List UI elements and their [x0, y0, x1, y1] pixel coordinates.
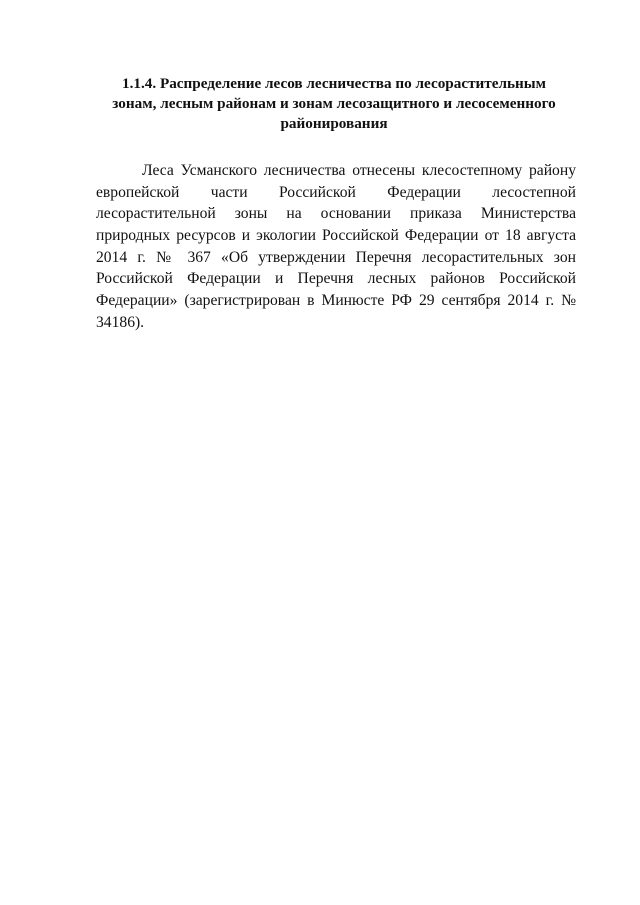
paragraph-line: Леса Усманского лесничества отнесены клесостепному району [142, 162, 576, 179]
paragraph-line: природных ресурсов и экологии Российской Федерации от 18 августа [96, 227, 576, 245]
paragraph-line: 2014 г. № 367 «Об утверждении Перечня лесорастительных зон [96, 248, 576, 266]
section-paragraph [96, 160, 576, 334]
heading-line: районирования [280, 115, 388, 132]
section-heading [96, 74, 572, 134]
paragraph-line: лесорастительной зоны на основании приказа Министерства [96, 205, 576, 223]
heading-line: зонам, лесным районам и зонам лесозащитного и лесосеменного [112, 95, 556, 112]
paragraph-line: 34186). [96, 313, 145, 331]
paragraph-line: Федерации» (зарегистрирован в Минюсте РФ 29 сентября 2014 г. № [96, 292, 576, 310]
paragraph-line: Российской Федерации и Перечня лесных районов Российской [96, 270, 576, 288]
heading-line: 1.1.4. Распределение лесов лесничества по лесорастительным [121, 75, 547, 92]
paragraph-line: европейской части Российской Федерации лесостепной [96, 183, 576, 201]
